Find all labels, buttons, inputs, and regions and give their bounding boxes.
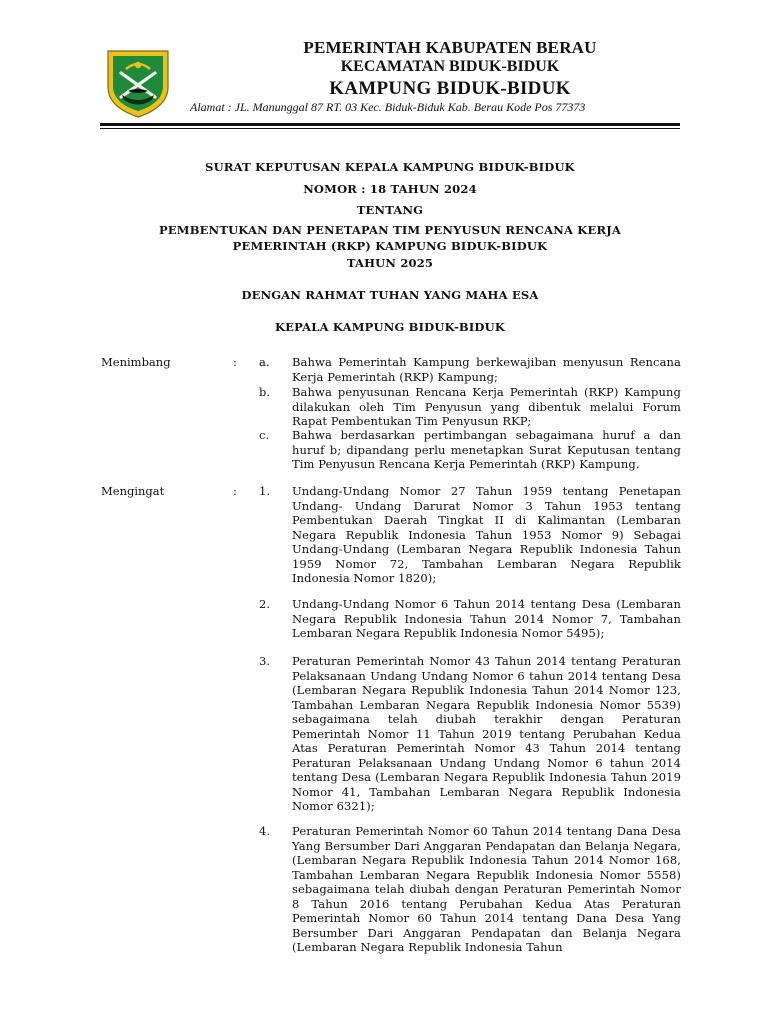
menimbang-item-mark: a. xyxy=(259,355,270,369)
menimbang-item-text: Bahwa Pemerintah Kampung berkewajiban menyusun Rencana Kerja Pemerintah (RKP) Kampung; xyxy=(292,355,681,384)
menimbang-item-text: Bahwa berdasarkan pertimbangan sebagaimana huruf a dan huruf b; dipandang perlu menetapkan Surat Keputusan tentang Tim Penyusun Rencana Kerja Pemerintah (RKP) Kampung. xyxy=(292,428,681,471)
letterhead-rule-thin xyxy=(100,128,680,129)
mengingat-colon: : xyxy=(233,484,237,498)
mengingat-item-mark: 4. xyxy=(259,824,270,838)
decree-title: SURAT KEPUTUSAN KEPALA KAMPUNG BIDUK-BIDUK xyxy=(205,160,575,174)
village-name: KAMPUNG BIDUK-BIDUK xyxy=(329,78,571,99)
district-name: KECAMATAN BIDUK-BIDUK xyxy=(340,58,560,75)
mengingat-item-text: Undang-Undang Nomor 6 Tahun 2014 tentang Desa (Lembaran Negara Republik Indonesia Tahun 2014 Nomor 7, Tambahan Lembaran Negara Republik Indonesia Nomor 5495); xyxy=(292,597,681,640)
mengingat-item-text: Peraturan Pemerintah Nomor 60 Tahun 2014 tentang Dana Desa Yang Bersumber Dari Anggaran Pendapatan dan Belanja Negara, (Lembaran Negara Republik Indonesia Tahun 2014 Nomor 168, Tambahan Lembaran Negara Republik Indonesia Nomor 5558) sebagaimana telah diubah dengan Peraturan Pemerintah Nomor 8 Tahun 2016 tentang Perubahan Kedua Atas Peraturan Pemerintah Nomor 60 Tahun 2014 tentang Dana Desa Yang Bersumber Dari Anggaran Pendapatan dan Belanja Negara (Lembaran Negara Republik Indonesia Tahun xyxy=(292,824,681,954)
decree-subject-line-2: PEMERINTAH (RKP) KAMPUNG BIDUK-BIDUK xyxy=(232,239,548,253)
menimbang-item-mark: b. xyxy=(259,385,271,399)
menimbang-item-text: Bahwa penyusunan Rencana Kerja Pemerintah (RKP) Kampung dilakukan oleh Tim Penyusun yang dibentuk melalui Forum Rapat Pembentukan Tim Penyusun RKP; xyxy=(292,385,681,428)
government-name: PEMERINTAH KABUPATEN BERAU xyxy=(303,38,597,57)
menimbang-label: Menimbang xyxy=(101,355,171,369)
letterhead-address: Alamat : JL. Manunggal 87 RT. 03 Kec. Biduk-Biduk Kab. Berau Kode Pos 77373 xyxy=(190,100,586,114)
decree-number: NOMOR : 18 TAHUN 2024 xyxy=(303,182,477,196)
mengingat-item-mark: 3. xyxy=(259,654,270,668)
invocation: DENGAN RAHMAT TUHAN YANG MAHA ESA xyxy=(241,288,539,302)
menimbang-colon: : xyxy=(233,355,237,369)
mengingat-item-mark: 1. xyxy=(259,484,270,498)
decree-about-label: TENTANG xyxy=(356,203,424,217)
issuer-title: KEPALA KAMPUNG BIDUK-BIDUK xyxy=(274,320,506,334)
menimbang-item-mark: c. xyxy=(259,428,270,442)
mengingat-item-text: Peraturan Pemerintah Nomor 43 Tahun 2014 tentang Peraturan Pelaksanaan Undang Undang Nomor 6 tahun 2014 tentang Desa (Lembaran Negara Republik Indonesia Tahun 2014 Nomor 123, Tambahan Lembaran Negara Republik Indonesia Nomor 5539) sebagaimana telah diubah terakhir dengan Peraturan Pemerintah Nomor 11 Tahun 2019 tentang Perubahan Kedua Atas Peraturan Pemerintah Nomor 43 Tahun 2014 tentang Peraturan Pelaksanaan Undang Undang Nomor 6 tahun 2014 tentang Desa (Lembaran Negara Republik Indonesia Tahun 2019 Nomor 41, Tambahan Lembaran Negara Republik Indonesia Nomor 6321); xyxy=(292,654,681,813)
mengingat-label: Mengingat xyxy=(101,484,165,498)
decree-subject-line-1: PEMBENTUKAN DAN PENETAPAN TIM PENYUSUN RENCANA KERJA xyxy=(158,223,621,237)
regency-coat-of-arms-logo xyxy=(104,47,172,119)
letterhead-rule-thick xyxy=(100,123,680,126)
mengingat-item-mark: 2. xyxy=(259,597,270,611)
decree-subject-year: TAHUN 2025 xyxy=(346,256,434,270)
mengingat-item-text: Undang-Undang Nomor 27 Tahun 1959 tentang Penetapan Undang- Undang Darurat Nomor 3 Tahun 1953 tentang Pembentukan Daerah Tingkat II di Kalimantan (Lembaran Negara Republik Indonesia Tahun 1953 Nomor 9) Sebagai Undang-Undang (Lembaran Negara Republik Indonesia Tahun 1959 Nomor 72, Tambahan Lembaran Negara Republik Indonesia Nomor 1820); xyxy=(292,484,681,585)
